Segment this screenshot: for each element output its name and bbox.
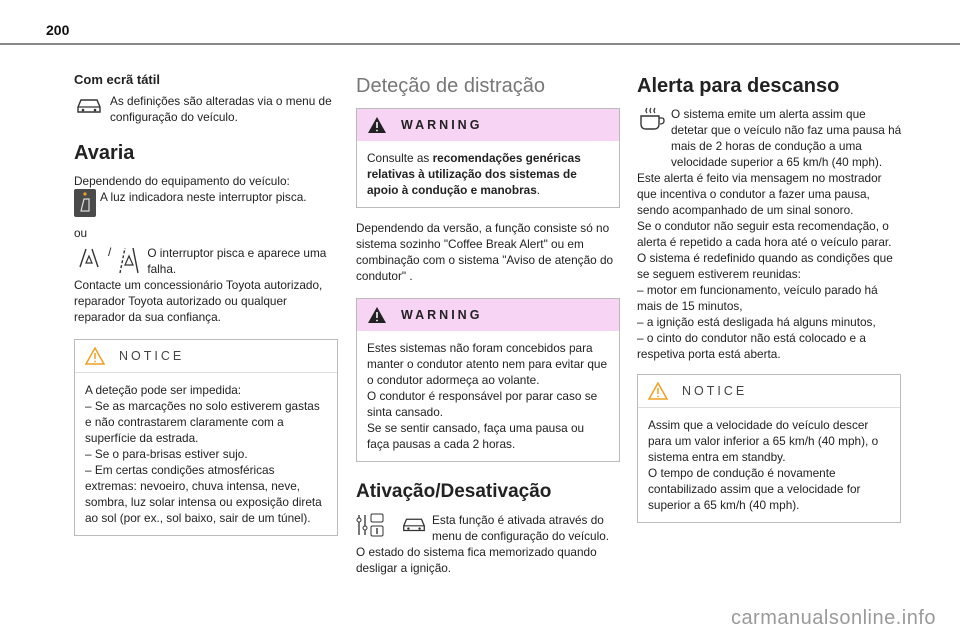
switch-row (74, 245, 338, 277)
notice-line: Assim que a velocidade do veículo descer para um valor inferior a 65 km/h (40 mph), o sistema entra em standby. (648, 418, 879, 464)
notice-header (75, 340, 337, 373)
notice-line: A deteção pode ser impedida: (85, 383, 242, 397)
rest-line: – a ignição está desligada há alguns minutos, (637, 315, 876, 329)
avaria-light-row (74, 189, 338, 217)
column-1 (74, 60, 338, 536)
heading-activation: Ativação/Desativação (356, 481, 552, 502)
notice-box-1 (74, 339, 338, 536)
or-text: ou (74, 226, 88, 240)
notice-header (638, 375, 900, 408)
notice-body (638, 408, 900, 522)
switch-text: O interruptor pisca e aparece uma falha. (147, 246, 327, 276)
heading-avaria: Avaria (74, 142, 135, 164)
notice-line: – Se o para-brisas estiver sujo. (85, 447, 248, 461)
header-divider (0, 43, 960, 45)
warning-title: WARNING (401, 118, 483, 132)
warning-triangle-icon (648, 382, 668, 400)
rest-intro-row (637, 106, 901, 170)
touch-text: As definições são alteradas via o menu de configuração do veículo. (110, 94, 332, 124)
rest-line: Se o condutor não seguir esta recomendação, o alerta é repetido a cada hora até o veículo parar. (637, 219, 892, 249)
heading-touchscreen: Com ecrã tátil (74, 72, 160, 87)
warning-text: Consulte as recomendações genéricas relativas à utilização dos sistemas de apoio à condução e manobras. (367, 151, 581, 197)
warning-triangle-icon (85, 347, 105, 365)
warning-triangle-icon (367, 116, 387, 134)
contact-text: Contacte um concessionário Toyota autorizado, reparador Toyota autorizado ou qualquer reparador da sua confiança. (74, 278, 323, 324)
warning-title: WARNING (401, 308, 483, 322)
warning-triangle-icon (367, 306, 387, 324)
warning-line: O condutor é responsável por parar caso se sinta cansado. (367, 389, 598, 419)
rest-line: – o cinto do condutor não está colocado e a respetiva porta está aberta. (637, 331, 866, 361)
rest-line: O sistema é redefinido quando as condições que se seguem estiverem reunidas: (637, 251, 893, 281)
notice-line: O tempo de condução é novamente contabilizado assim que a velocidade for superior a 65 km/h (40 mph). (648, 466, 861, 512)
rest-line: Este alerta é feito via mensagem no mostrador que incentiva o condutor a fazer uma pausa, sendo acompanhado de um sinal sonoro. (637, 171, 882, 217)
avaria-intro: Dependendo do equipamento do veículo: (74, 174, 290, 188)
notice-body (75, 373, 337, 535)
notice-box-2 (637, 374, 901, 523)
notice-title: NOTICE (119, 349, 185, 363)
touch-row (74, 93, 338, 125)
warning-body (357, 331, 619, 461)
warning-header (357, 299, 619, 331)
warning-header (357, 109, 619, 141)
warning-box-1 (356, 108, 620, 208)
warning-bold-link: recomendações genéricas relativas à utilização dos sistemas de apoio à condução e manobras (367, 151, 581, 197)
warning-line: Estes sistemas não foram concebidos para manter o condutor atento nem para evitar que o condutor adormeça ao volante. (367, 341, 608, 387)
switch-button-icon (74, 189, 96, 217)
watermark: carmanualsonline.info (730, 607, 936, 629)
car-settings-icon (74, 93, 104, 115)
column-2 (356, 74, 620, 576)
settings-menu-icon (356, 512, 396, 538)
notice-title: NOTICE (682, 384, 748, 398)
warning-box-2 (356, 298, 620, 462)
column-3 (637, 74, 901, 523)
avaria-light-text: A luz indicadora neste interruptor pisca. (100, 190, 307, 204)
rest-line: – motor em funcionamento, veículo parado há mais de 15 minutos, (637, 283, 878, 313)
heading-rest-alert: Alerta para descanso (637, 75, 840, 97)
warning-body (357, 141, 619, 207)
lane-warning-icon-alt (115, 245, 143, 275)
notice-line: – Se as marcações no solo estiverem gastas e não contrastarem claramente com a superfície da estrada. (85, 399, 320, 445)
activation-text: Esta função é ativada através do menu de configuração do veículo. (432, 513, 610, 543)
page-number: 200 (46, 22, 70, 38)
warning-line: Se se sentir cansado, faça uma pausa ou faça pausas a cada 2 horas. (367, 421, 585, 451)
activation-row (356, 512, 620, 544)
memory-text: O estado do sistema fica memorizado quando desligar a ignição. (356, 545, 597, 575)
rest-intro-text: O sistema emite um alerta assim que detetar que o veículo não faz uma pausa há mais de 2 horas de condução a uma velocidade superior a 65 km/h (40 mph). (671, 107, 902, 169)
car-settings-icon (400, 512, 428, 534)
heading-distraction: Deteção de distração (356, 75, 546, 97)
distraction-body: Dependendo da versão, a função consiste só no sistema sozinho "Coffee Break Alert" ou em combinação com o sistema "Aviso de atenção do condutor" . (356, 221, 614, 283)
notice-line: – Em certas condições atmosféricas extremas: nevoeiro, chuva intensa, neve, sombra, luz solar intensa ou exposição direta ao sol (por ex., sol baixo, sair de um túnel). (85, 463, 322, 525)
lane-warning-icon (74, 245, 104, 269)
slash-text: / (108, 245, 112, 259)
coffee-cup-icon (637, 106, 667, 132)
